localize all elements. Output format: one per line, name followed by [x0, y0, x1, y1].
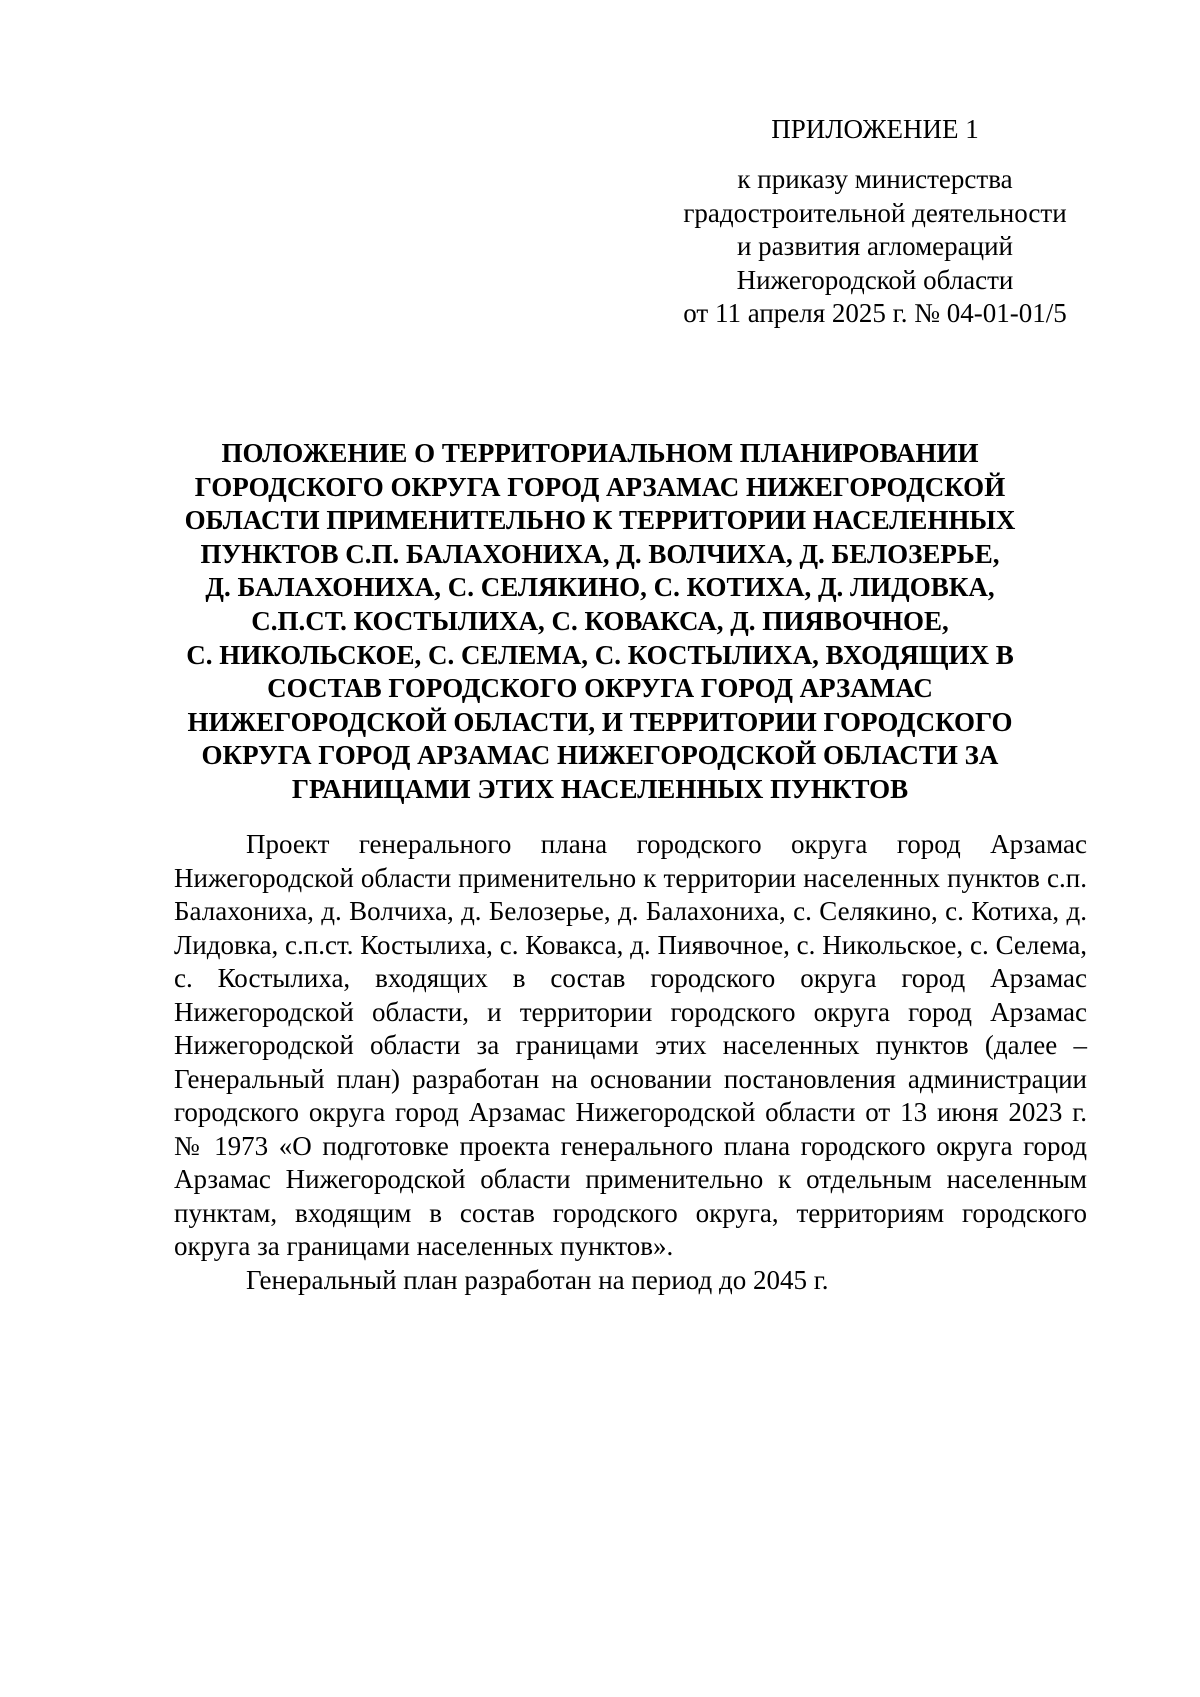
title-line: ОКРУГА ГОРОД АРЗАМАС НИЖЕГОРОДСКОЙ ОБЛАСТИ ЗА — [201, 740, 999, 771]
title-line: С. НИКОЛЬСКОЕ, С. СЕЛЕМА, С. КОСТЫЛИХА, ВХОДЯЩИХ В — [186, 639, 1014, 670]
order-reference-line: градостроительной деятельности — [683, 197, 1067, 228]
body-paragraph-plan-period: Генеральный план разработан на период до 2045 г. — [246, 1264, 829, 1295]
order-reference-line: и развития агломераций — [736, 231, 1013, 261]
document-title — [150, 437, 1050, 807]
title-line: ГОРОДСКОГО ОКРУГА ГОРОД АРЗАМАС НИЖЕГОРОДСКОЙ — [194, 471, 1006, 502]
title-line: С.П.СТ. КОСТЫЛИХА, С. КОВАКСА, Д. ПИЯВОЧНОЕ, — [251, 605, 949, 636]
order-reference — [660, 163, 1090, 331]
body-paragraph-project-basis: Проект генерального плана городского округа город Арзамас Нижегородской области применительно к территории населенных пунктов с.п. Балахониха, д. Волчиха, д. Белозерье, д. Балахониха, с. Селякино, с. Котиха, д. Лидовка, с.п.ст. Костылиха, с. Ковакса, д. Пиявочное, с. Никольское, с. Селема, с. Костылиха, входящих в состав городского округа город Арзамас Нижегородской области, и территории городского округа город Арзамас Нижегородской области за границами этих населенных пунктов (далее – Генеральный план) разработан на основании постановления администрации городского округа город Арзамас Нижегородской области от 13 июня 2023 г. № 1973 «О подготовке проекта генерального плана городского округа город Арзамас Нижегородской области применительно к отдельным населенным пунктам, входящим в состав городского округа, территориям городского округа за границами населенных пунктов». — [174, 829, 1087, 1261]
order-reference-line: Нижегородской области — [736, 264, 1014, 295]
title-line: ГРАНИЦАМИ ЭТИХ НАСЕЛЕННЫХ ПУНКТОВ — [291, 773, 909, 804]
order-reference-line: от 11 апреля 2025 г. № 04-01-01/5 — [683, 298, 1067, 328]
title-line: ПОЛОЖЕНИЕ О ТЕРРИТОРИАЛЬНОМ ПЛАНИРОВАНИИ — [221, 438, 979, 468]
appendix-label: ПРИЛОЖЕНИЕ 1 — [771, 114, 979, 144]
order-reference-line: к приказу министерства — [737, 164, 1013, 194]
title-line: ОБЛАСТИ ПРИМЕНИТЕЛЬНО К ТЕРРИТОРИИ НАСЕЛЕННЫХ — [184, 505, 1016, 536]
title-line: ПУНКТОВ С.П. БАЛАХОНИХА, Д. ВОЛЧИХА, Д. БЕЛОЗЕРЬЕ, — [200, 538, 1000, 569]
title-line: Д. БАЛАХОНИХА, С. СЕЛЯКИНО, С. КОТИХА, Д. ЛИДОВКА, — [205, 572, 995, 603]
title-line: СОСТАВ ГОРОДСКОГО ОКРУГА ГОРОД АРЗАМАС — [267, 673, 933, 704]
title-line: НИЖЕГОРОДСКОЙ ОБЛАСТИ, И ТЕРРИТОРИИ ГОРОДСКОГО — [187, 706, 1013, 737]
body-text — [174, 828, 1087, 1297]
